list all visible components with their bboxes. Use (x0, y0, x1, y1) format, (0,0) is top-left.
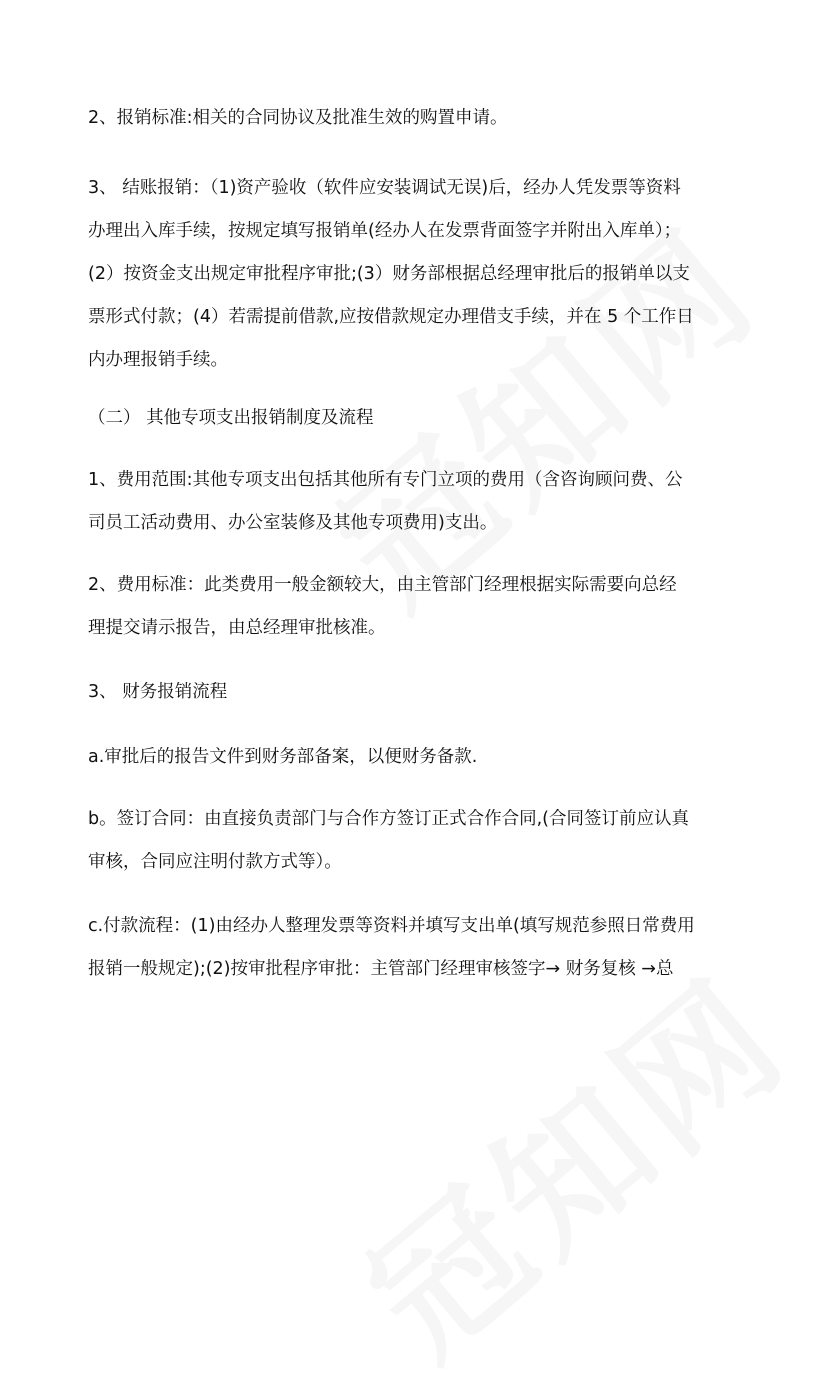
watermark (317, 921, 824, 1395)
text-line: 办理出入库手续，按规定填写报销单(经办人在发票背面签字并附出入库单）； (88, 221, 682, 241)
text-line: 理提交请示报告，由总经理审批核准。 (88, 618, 386, 638)
text-line: (2）按资金支出规定审批程序审批;(3）财务部根据总经理审批后的报销单以支 (88, 264, 690, 284)
paragraph-process-heading (88, 671, 760, 714)
text-line: 2、费用标准：此类费用一般金额较大，由主管部门经理根据实际需要向总经 (88, 575, 677, 595)
text-line: 报销一般规定);(2)按审批程序审批：主管部门经理审核签字→ 财务复核 →总 (88, 959, 674, 979)
paragraph-settlement-reimbursement (88, 167, 760, 382)
text-line: b。签订合同：由直接负责部门与合作方签订正式合作合同,(合同签订前应认真 (88, 809, 689, 829)
paragraph-reimbursement-standard (88, 97, 760, 140)
text-line: a.审批后的报告文件到财务部备案，以便财务备款. (88, 747, 478, 767)
text-line: 3、 结账报销：（1)资产验收（软件应安装调试无误)后，经办人凭发票等资料 (88, 178, 681, 198)
section-heading (88, 397, 760, 440)
text-line: 1、费用范围:其他专项支出包括其他所有专门立项的费用（含咨询顾问费、公 (88, 470, 683, 490)
text-line: （二） 其他专项支出报销制度及流程 (88, 408, 374, 428)
text-line: 2、报销标准:相关的合同协议及批准生效的购置申请。 (88, 108, 508, 128)
text-line: 3、 财务报销流程 (88, 682, 228, 702)
paragraph-expense-standard (88, 564, 760, 650)
text-line: 司员工活动费用、办公室装修及其他专项费用)支出。 (88, 513, 498, 533)
text-line: 票形式付款；(4）若需提前借款,应按借款规定办理借支手续，并在 5 个工作日 (88, 307, 694, 327)
paragraph-expense-scope (88, 459, 760, 545)
paragraph-step-a (88, 736, 760, 779)
paragraph-step-b (88, 798, 760, 884)
text-line: 内办理报销手续。 (88, 350, 228, 370)
text-line: c.付款流程：(1)由经办人整理发票等资料并填写支出单(填写规范参照日常费用 (88, 916, 695, 936)
paragraph-step-c (88, 905, 760, 991)
text-line: 审核，合同应注明付款方式等）。 (88, 852, 342, 872)
